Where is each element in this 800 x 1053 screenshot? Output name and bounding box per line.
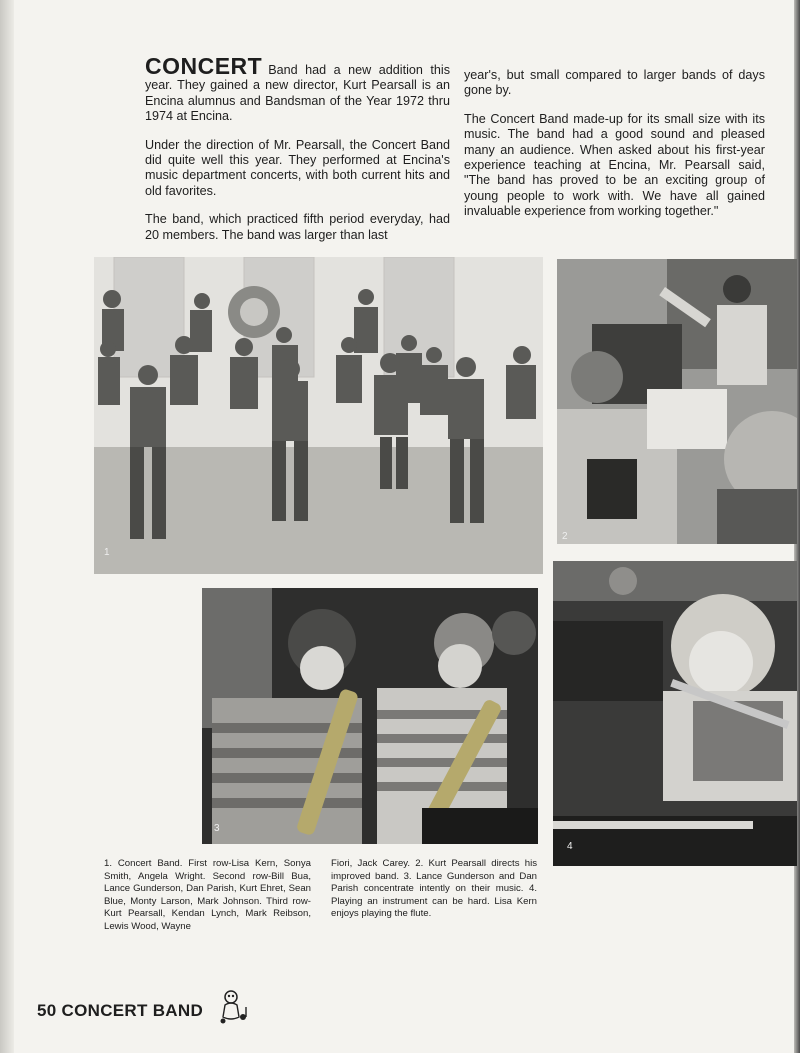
photo-caption-right: Fiori, Jack Carey. 2. Kurt Pearsall directs his improved band. 3. Lance Gunderson and Dan Parish concentrate intently on their music. 4. Playing an instrument can be hard. Lisa Kern enjoys playing the flute. xyxy=(331,858,537,920)
article-right-column xyxy=(464,68,765,233)
article-paragraph-1: CONCERT Band had a new addition this year. They gained a new director, Kurt Pearsall is an Encina alumnus and Bandsman of the Year 1972 thru 1974 at Encina. xyxy=(145,53,450,124)
photo-number: 2 xyxy=(562,531,568,542)
page-footer-label: 50 CONCERT BAND xyxy=(37,1001,204,1020)
article-paragraph-3: The band, which practiced fifth period everyday, had 20 members. The band was larger than last xyxy=(145,212,450,242)
photo-director-conducting xyxy=(557,259,797,544)
photo-caption-left: 1. Concert Band. First row-Lisa Kern, Sonya Smith, Angela Wright. Second row-Bill Bua, Lance Gunderson, Dan Parish, Kurt Ehret, Sean Blue, Monty Larson, Mark Johnson. Third row-Kurt Pearsall, Kendan Lynch, Mark Reibson, Lewis Wood, Wayne xyxy=(104,858,311,932)
article-left-column xyxy=(145,53,450,256)
article-heading: CONCERT xyxy=(145,53,263,79)
article-paragraph-4: year's, but small compared to larger bands of days gone by. xyxy=(464,68,765,98)
photo-saxophone-players xyxy=(202,588,538,844)
photo-number: 3 xyxy=(214,823,220,834)
music-note-mascot-logo xyxy=(217,987,251,1025)
photo-concert-band-group xyxy=(94,257,543,574)
photo-number: 4 xyxy=(567,841,573,852)
page-binding-shadow xyxy=(0,0,14,1053)
article-paragraph-2: Under the direction of Mr. Pearsall, the Concert Band did quite well this year. They performed at Encina's music department concerts, with both current hits and old favorites. xyxy=(145,137,450,198)
article-paragraph-5: The Concert Band made-up for its small size with its music. The band had a good sound and pleased many an audience. When asked about his first-year experience teaching at Encina, Mr. Pearsall said, "The band has proved to be an exciting group of young people to work with. We have all gained invaluable experience from working together." xyxy=(464,111,765,219)
photo-number: 1 xyxy=(104,547,110,558)
photo-flute-player xyxy=(553,561,797,866)
